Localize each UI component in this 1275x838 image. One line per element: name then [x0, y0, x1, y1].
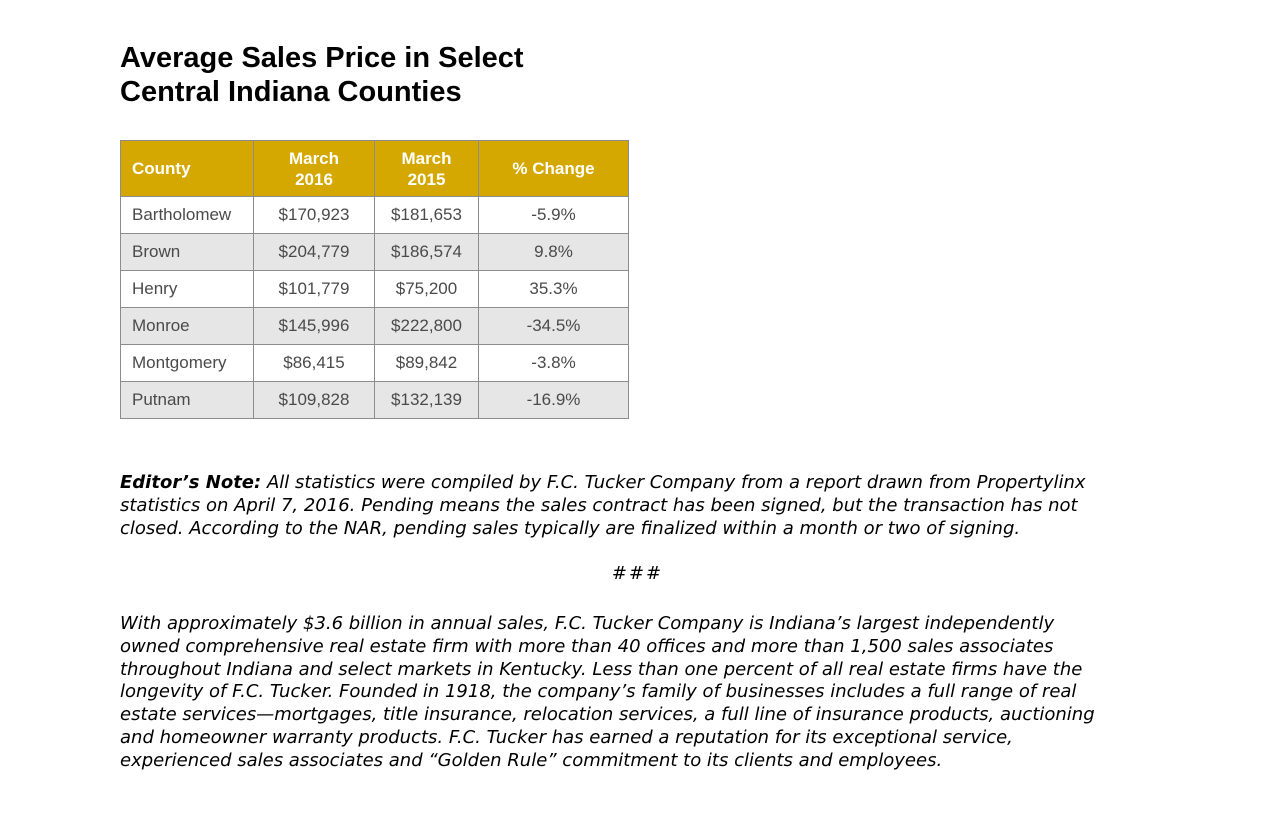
header-march-2015-line-1: March	[401, 148, 452, 168]
cell-percent-change: -5.9%	[479, 197, 629, 234]
table-header-row	[121, 141, 629, 197]
cell-percent-change: -34.5%	[479, 308, 629, 345]
boilerplate-line: With approximately $3.6 billion in annual sales, F.C. Tucker Company is Indiana’s largest independently	[120, 613, 1055, 634]
cell-percent-change: 9.8%	[479, 234, 629, 271]
cell-county: Monroe	[121, 308, 254, 345]
cell-county: Putnam	[121, 382, 254, 419]
cell-march-2016: $170,923	[254, 197, 375, 234]
cell-march-2016: $86,415	[254, 345, 375, 382]
cell-percent-change: -16.9%	[479, 382, 629, 419]
header-march-2015-line-2: 2015	[407, 169, 446, 189]
cell-march-2015: $186,574	[375, 234, 479, 271]
cell-march-2015: $181,653	[375, 197, 479, 234]
editors-note-label: Editor’s Note:	[120, 472, 262, 493]
boilerplate-line: experienced sales associates and “Golden Rule” commitment to its clients and employees.	[120, 749, 943, 771]
boilerplate-line: and homeowner warranty products. F.C. Tucker has earned a reputation for its exceptional service,	[120, 726, 1013, 748]
header-march-2015	[375, 141, 479, 197]
cell-county: Montgomery	[121, 345, 254, 382]
table-row	[121, 234, 629, 271]
boilerplate-line: estate services—mortgages, title insurance, relocation services, a full line of insurance products, auctioning	[120, 704, 1095, 726]
header-march-2016-line-1: March	[288, 148, 340, 168]
table-row	[121, 382, 629, 419]
editors-note-line-2: statistics on April 7, 2016. Pending means the sales contract has been signed, but the transaction has not	[120, 495, 1078, 516]
company-boilerplate	[120, 613, 1160, 773]
header-percent-change: % Change	[479, 141, 629, 197]
cell-percent-change: -3.8%	[479, 345, 629, 382]
end-separator: ###	[611, 563, 664, 584]
editors-note	[120, 471, 1160, 540]
sales-price-table	[120, 140, 629, 419]
cell-march-2016: $145,996	[254, 308, 375, 345]
table-row	[121, 308, 629, 345]
cell-percent-change: 35.3%	[479, 271, 629, 308]
cell-county: Henry	[121, 271, 254, 308]
editors-note-line-3: closed. According to the NAR, pending sales typically are finalized within a month or two of signing.	[120, 518, 1021, 539]
cell-county: Bartholomew	[121, 197, 254, 234]
cell-march-2015: $75,200	[375, 271, 479, 308]
page-title-line-1: Average Sales Price in Select	[120, 42, 524, 74]
boilerplate-line: longevity of F.C. Tucker. Founded in 1918, the company’s family of businesses includes a full range of real	[120, 681, 1077, 703]
editors-note-line-1	[120, 471, 1160, 494]
page-title-line-2: Central Indiana Counties	[120, 76, 462, 108]
cell-march-2015: $222,800	[375, 308, 479, 345]
cell-march-2016: $204,779	[254, 234, 375, 271]
cell-county: Brown	[121, 234, 254, 271]
table-row	[121, 197, 629, 234]
header-march-2016	[254, 141, 375, 197]
cell-march-2016: $101,779	[254, 271, 375, 308]
header-march-2016-line-2: 2016	[295, 169, 333, 189]
cell-march-2016: $109,828	[254, 382, 375, 419]
cell-march-2015: $132,139	[375, 382, 479, 419]
cell-march-2015: $89,842	[375, 345, 479, 382]
boilerplate-line: throughout Indiana and select markets in Kentucky. Less than one percent of all real estate firms have the	[120, 658, 1083, 680]
page-title	[120, 41, 524, 109]
editors-note-text-1: All statistics were compiled by F.C. Tucker Company from a report drawn from Propertylinx	[261, 472, 1086, 493]
table-row	[121, 271, 629, 308]
header-county: County	[121, 141, 254, 197]
boilerplate-line: owned comprehensive real estate firm with more than 40 offices and more than 1,500 sales associates	[120, 635, 1054, 657]
table-row	[121, 345, 629, 382]
